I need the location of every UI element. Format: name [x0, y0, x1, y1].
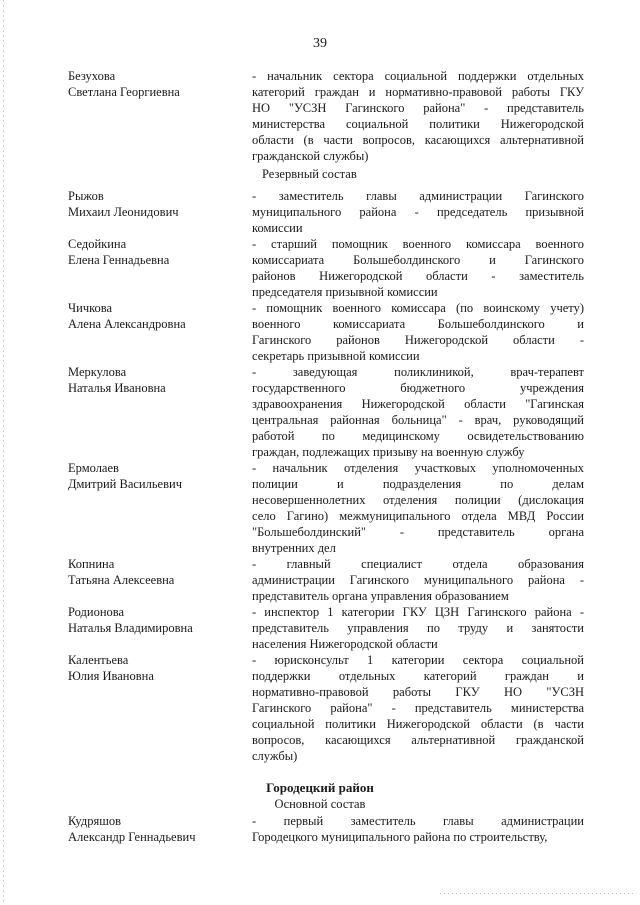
role-line: - начальник отделения участковых уполномоченных — [252, 461, 584, 475]
member-given-names: Юлия Ивановна — [68, 669, 154, 683]
member-given-names: Татьяна Алексеевна — [68, 573, 175, 587]
role-line: несовершеннолетних отделения полиции (дислокация — [252, 493, 584, 507]
member-name — [68, 188, 238, 220]
role-line: военного комиссариата Большеболдинского и — [252, 317, 584, 331]
role-line: здравоохранения Нижегородской области "Гагинская — [252, 397, 584, 411]
district-heading: Городецкий район — [266, 780, 374, 795]
role-line: представитель органа управления образованием — [252, 589, 509, 603]
member-surname: Ермолаев — [68, 461, 119, 475]
role-line: полиции и подразделения по делам — [252, 477, 584, 491]
role-line: вопросов, касающихся альтернативной гражданской — [252, 733, 584, 747]
role-line: министерства социальной политики Нижегородской — [252, 117, 584, 131]
member-name — [68, 604, 238, 636]
member-role — [252, 68, 584, 164]
page-number: 39 — [313, 36, 327, 51]
member-given-names: Дмитрий Васильевич — [68, 477, 182, 491]
member-role — [252, 300, 584, 364]
role-line: - начальник сектора социальной поддержки отдельных — [252, 69, 584, 83]
member-role — [252, 556, 584, 604]
role-line: представитель управления по труду и занятости — [252, 621, 584, 635]
member-role — [252, 236, 584, 300]
role-line: внутренних дел — [252, 541, 336, 555]
role-line: - заведующая поликлиникой, врач-терапевт — [252, 365, 584, 379]
role-line: - первый заместитель главы администрации — [252, 814, 584, 828]
member-role — [252, 364, 584, 460]
role-line: администрации Гагинского муниципального района - — [252, 573, 584, 587]
member-given-names: Михаил Леонидович — [68, 205, 179, 219]
role-line: - юрисконсульт 1 категории сектора социальной — [252, 653, 584, 667]
member-surname: Копнина — [68, 557, 115, 571]
member-name — [68, 68, 238, 100]
role-line: поддержки отдельных категорий граждан и — [252, 669, 584, 683]
role-line: НО "УСЗН Гагинского района" - представитель — [252, 101, 584, 115]
role-line: государственного бюджетного учреждения — [252, 381, 584, 395]
role-line: председателя призывной комиссии — [252, 285, 438, 299]
role-line: - главный специалист отдела образования — [252, 557, 584, 571]
scan-bottom-edge — [440, 893, 636, 894]
member-name — [68, 652, 238, 684]
member-surname: Рыжов — [68, 189, 104, 203]
member-name — [68, 460, 238, 492]
role-line: службы) — [252, 749, 298, 763]
role-line: категорий граждан и нормативно-правовой работы ГКУ — [252, 85, 584, 99]
member-name — [68, 236, 238, 268]
role-line: село Гагино) межмуниципального отдела МВД России — [252, 509, 584, 523]
member-surname: Меркулова — [68, 365, 127, 379]
role-line: - инспектор 1 категории ГКУ ЦЗН Гагинского района - — [252, 605, 584, 619]
member-surname: Чичкова — [68, 301, 113, 315]
member-role — [252, 460, 584, 556]
role-line: социальной политики Нижегородской области (в части — [252, 717, 584, 731]
role-line: работой по медицинскому освидетельствованию — [252, 429, 584, 443]
role-line: районов Нижегородской области - заместитель — [252, 269, 584, 283]
role-line: Городецкого муниципального района по строительству, — [252, 830, 548, 844]
role-line: гражданской службы) — [252, 149, 369, 163]
member-surname: Безухова — [68, 69, 116, 83]
role-line: нормативно-правовой работы ГКУ НО "УСЗН — [252, 685, 584, 699]
member-name — [68, 300, 238, 332]
reserve-composition-heading: Резервный состав — [262, 167, 357, 181]
member-role — [252, 652, 584, 764]
scan-left-edge — [3, 0, 4, 905]
role-line: населения Нижегородской области — [252, 637, 438, 651]
role-line: центральная районная больница" - врач, руководящий — [252, 413, 584, 427]
member-surname: Седойкина — [68, 237, 127, 251]
member-given-names: Наталья Ивановна — [68, 381, 166, 395]
member-name — [68, 813, 238, 845]
member-given-names: Александр Геннадьевич — [68, 830, 196, 844]
member-given-names: Светлана Георгиевна — [68, 85, 180, 99]
role-line: "Большеболдинский" - представитель органа — [252, 525, 584, 539]
member-given-names: Наталья Владимировна — [68, 621, 193, 635]
role-line: Гагинского районов Нижегородской области - — [252, 333, 584, 347]
member-surname: Родионова — [68, 605, 125, 619]
role-line: граждан, подлежащих призыву на военную службу — [252, 445, 525, 459]
member-role — [252, 188, 584, 236]
role-line: комиссариата Большеболдинского и Гагинского — [252, 253, 584, 267]
role-line: - помощник военного комиссара (по воинскому учету) — [252, 301, 584, 315]
role-line: муниципального района - председатель призывной — [252, 205, 584, 219]
member-surname: Кудряшов — [68, 814, 121, 828]
role-line: секретарь призывной комиссии — [252, 349, 420, 363]
member-name — [68, 364, 238, 396]
role-line: Гагинского района" - представитель министерства — [252, 701, 584, 715]
member-surname: Калентьева — [68, 653, 129, 667]
role-line: комиссии — [252, 221, 303, 235]
member-role — [252, 604, 584, 652]
role-line: - старший помощник военного комиссара военного — [252, 237, 584, 251]
member-given-names: Алена Александровна — [68, 317, 186, 331]
member-given-names: Елена Геннадьевна — [68, 253, 170, 267]
main-composition-heading: Основной состав — [274, 797, 366, 811]
member-role — [252, 813, 584, 845]
role-line: области (в части вопросов, касающихся альтернативной — [252, 133, 584, 147]
member-name — [68, 556, 238, 588]
role-line: - заместитель главы администрации Гагинского — [252, 189, 584, 203]
